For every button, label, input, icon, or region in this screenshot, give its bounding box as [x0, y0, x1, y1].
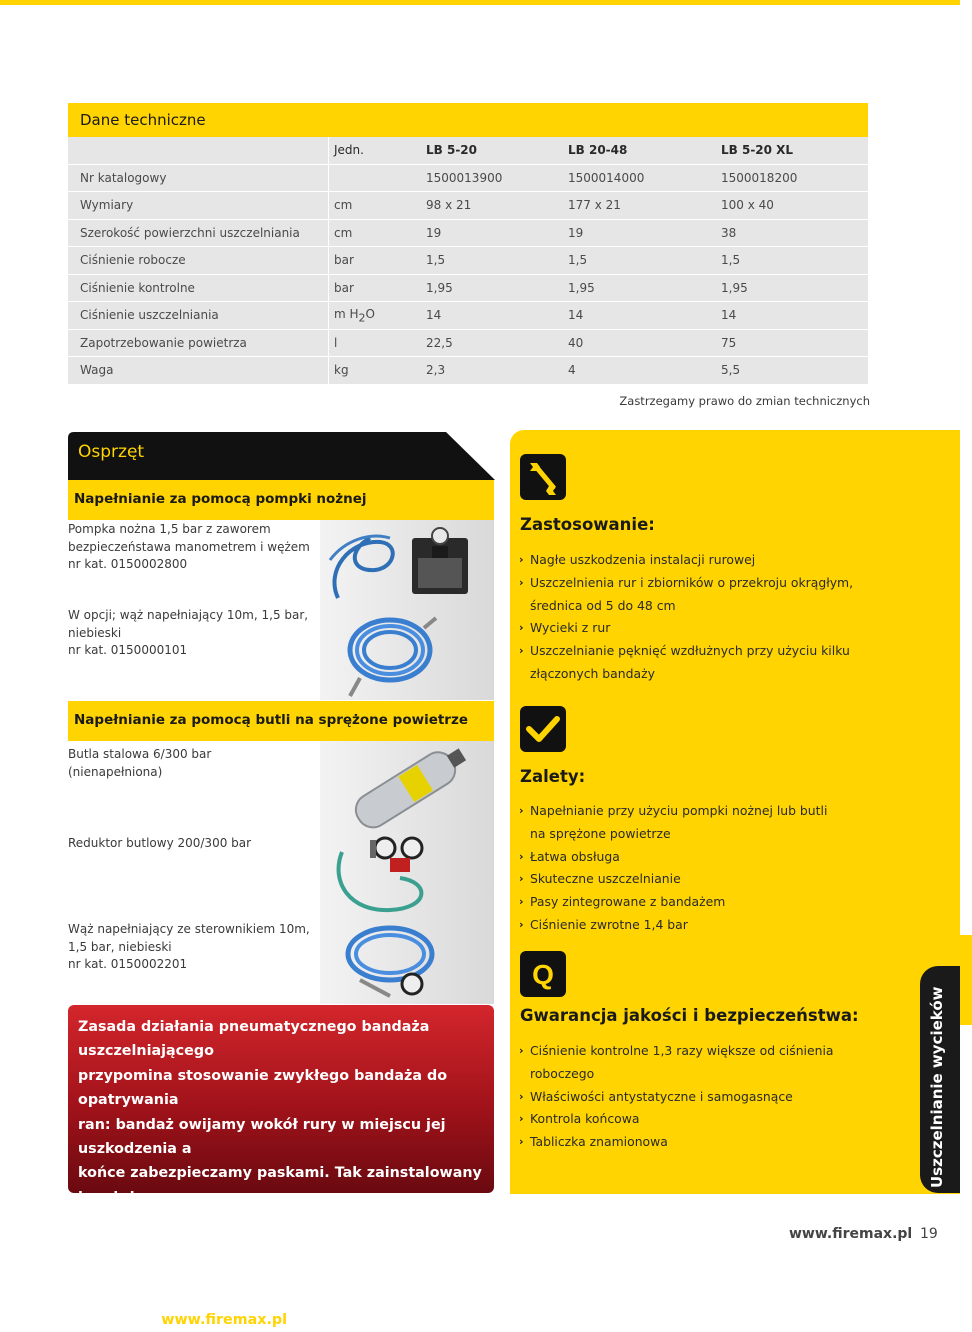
unit-main: m H — [334, 306, 359, 321]
steel-bottle-image — [320, 741, 494, 832]
table-row — [68, 330, 868, 358]
side-section-tab — [920, 966, 960, 1193]
chevron-right-icon: › — [519, 872, 524, 886]
row-name: Wymiary — [68, 192, 329, 220]
row-value: 100 x 40 — [715, 192, 868, 220]
checkmark-icon — [520, 706, 566, 752]
text-line: (nienapełniona) — [68, 764, 163, 779]
hose-with-controller-image — [320, 918, 494, 1004]
text-line: bezpieczeństawa manometrem i wężem — [68, 539, 310, 554]
row-value: 40 — [563, 330, 715, 358]
chevron-right-icon: › — [519, 644, 524, 658]
row-value: 1500018200 — [715, 165, 868, 193]
table-row — [68, 220, 868, 248]
list-item: › Napełnianie przy użyciu pompki nożnej lub butli na sprężone powietrze — [519, 800, 889, 846]
text-line: końce zabezpieczamy paskami. Tak zainstalowany bandaż, — [78, 1165, 482, 1206]
list-item: › Ciśnienie zwrotne 1,4 bar — [519, 914, 889, 937]
text-line: Wąż napełniający ze sterownikiem 10m, — [68, 922, 310, 936]
row-value: 14 — [418, 302, 563, 330]
quality-q-icon — [520, 951, 566, 997]
text-line — [78, 1308, 484, 1332]
row-value: 1,5 — [418, 247, 563, 275]
row-value: 1,95 — [715, 275, 868, 303]
row-value: 1,5 — [563, 247, 715, 275]
row-value: 5,5 — [715, 357, 868, 385]
list-item: › Nagłe uszkodzenia instalacji rurowej — [519, 549, 889, 572]
text-line: przypomina stosowanie zwykłego bandaża do opatrywania — [78, 1067, 448, 1109]
tech-data-title: Dane techniczne — [68, 103, 868, 137]
chevron-right-icon: › — [519, 849, 524, 863]
chevron-right-icon: › — [519, 917, 524, 931]
text-line: Zasada działania pneumatycznego bandaża uszczelniającego — [78, 1019, 430, 1060]
hose-controller-description — [68, 921, 310, 974]
list-item: › Właściwości antystatyczne i samogasnące — [519, 1086, 889, 1109]
row-value: 19 — [563, 220, 715, 248]
page-number: 19 — [920, 1226, 938, 1242]
quality-q-letter: Q — [532, 959, 554, 990]
row-unit: bar — [329, 247, 418, 275]
application-heading: Zastosowanie: — [520, 515, 655, 534]
wrench-icon — [520, 454, 566, 500]
text-line: Pompka nożna 1,5 bar z zaworem — [68, 522, 271, 536]
row-unit: bar — [329, 275, 418, 303]
row-name: Ciśnienie kontrolne — [68, 275, 329, 303]
application-list — [519, 549, 889, 686]
row-value: 19 — [418, 220, 563, 248]
text-line: po napełnieniu sprężonym powietrzem zapewnia skuteczne — [78, 1214, 472, 1255]
unit-tail: O — [365, 306, 375, 321]
row-value: 1,95 — [418, 275, 563, 303]
row-unit — [329, 302, 418, 330]
row-name: Ciśnienie uszczelniania — [68, 302, 329, 330]
foot-pump-image — [320, 520, 494, 608]
operating-principle-box — [68, 1005, 494, 1328]
bottle-section-heading: Napełnianie za pomocą butli na sprężone powietrze — [68, 701, 494, 741]
text-line: niebieski — [68, 625, 122, 640]
text-line: Butla stalowa 6/300 bar — [68, 747, 212, 761]
text-line: nr kat. 0150002201 — [68, 957, 188, 971]
row-unit: cm — [329, 220, 418, 248]
chevron-right-icon: › — [519, 553, 524, 566]
regulator-description — [68, 835, 251, 853]
row-value: 98 x 21 — [418, 192, 563, 220]
row-value: 38 — [715, 220, 868, 248]
table-header-lb5-20xl: LB 5-20 XL — [715, 137, 868, 165]
foot-pump-description — [68, 521, 310, 574]
table-header-lb5-20: LB 5-20 — [418, 137, 563, 165]
row-value: 14 — [715, 302, 868, 330]
pump-section-heading: Napełnianie za pomocą pompki nożnej — [68, 480, 494, 520]
advantages-list — [519, 800, 889, 937]
list-item: › Tabliczka znamionowa — [519, 1131, 889, 1154]
text-line: W opcji; wąż napełniający 10m, 1,5 bar, — [68, 608, 309, 622]
more-label: Więcej na — [78, 1311, 157, 1328]
guarantee-list — [519, 1040, 889, 1154]
list-item: › Kontrola końcowa — [519, 1108, 889, 1131]
text-line: ran: bandaż owijamy wokół rury w miejscu jej uszkodzenia a — [78, 1116, 446, 1158]
chevron-right-icon: › — [519, 621, 524, 635]
text-line: nr kat. 0150002800 — [68, 557, 188, 571]
row-name: Zapotrzebowanie powietrza — [68, 330, 329, 358]
table-row — [68, 247, 868, 275]
row-unit: kg — [329, 357, 418, 385]
chevron-right-icon: › — [519, 1089, 524, 1103]
side-tab-label: Uszczelnianie wycieków — [928, 986, 946, 1188]
table-row — [68, 192, 868, 220]
row-unit: cm — [329, 192, 418, 220]
row-value: 22,5 — [418, 330, 563, 358]
row-value: 1500013900 — [418, 165, 563, 193]
advantages-heading: Zalety: — [520, 767, 586, 786]
chevron-right-icon: › — [519, 1044, 524, 1057]
blue-hose-image — [320, 608, 494, 700]
row-name: Nr katalogowy — [68, 165, 329, 193]
table-row — [68, 302, 868, 330]
chevron-right-icon: › — [519, 575, 524, 589]
row-value: 14 — [563, 302, 715, 330]
table-row — [68, 357, 868, 385]
row-name: Ciśnienie robocze — [68, 247, 329, 275]
row-value: 75 — [715, 330, 868, 358]
row-value: 2,3 — [418, 357, 563, 385]
row-value: 1,5 — [715, 247, 868, 275]
list-item: › Skuteczne uszczelnianie — [519, 868, 889, 891]
row-value: 1,95 — [563, 275, 715, 303]
technical-changes-disclaimer: Zastrzegamy prawo do zmian technicznych — [619, 394, 870, 408]
list-item: › Łatwa obsługa — [519, 846, 889, 869]
row-value: 4 — [563, 357, 715, 385]
top-accent-bar — [0, 0, 960, 5]
principle-text — [78, 1015, 484, 1332]
guarantee-heading: Gwarancja jakości i bezpieczeństwa: — [520, 1006, 859, 1025]
text-line: nr kat. 0150000101 — [68, 643, 188, 657]
list-item: › Wycieki z rur — [519, 617, 889, 640]
tech-data-table — [68, 137, 868, 385]
row-value: 1500014000 — [563, 165, 715, 193]
row-name: Szerokość powierzchni uszczelniania — [68, 220, 329, 248]
regulator-image — [320, 832, 494, 918]
table-row — [68, 275, 868, 303]
row-value: 177 x 21 — [563, 192, 715, 220]
table-row — [68, 165, 868, 193]
list-item: › Pasy zintegrowane z bandażem — [519, 891, 889, 914]
text-line: Reduktor butlowy 200/300 bar — [68, 836, 252, 850]
steel-bottle-description — [68, 746, 211, 781]
row-name: Waga — [68, 357, 329, 385]
chevron-right-icon: › — [519, 1135, 524, 1149]
list-item: › Uszczelnienia rur i zbiorników o przekroju okrągłym, średnica od 5 do 48 cm — [519, 572, 889, 618]
table-header-lb20-48: LB 20-48 — [563, 137, 715, 165]
chevron-right-icon: › — [519, 804, 524, 817]
unit-subscript: 2 — [358, 310, 366, 324]
website-link[interactable]: www.firemax.pl — [161, 1311, 288, 1328]
table-header-row — [68, 137, 868, 165]
list-item: › Uszczelnianie pęknięć wzdłużnych przy użyciu kilku złączonych bandaży — [519, 640, 889, 686]
table-header-name — [68, 137, 329, 165]
footer-website-link[interactable]: www.firemax.pl — [789, 1226, 913, 1242]
chevron-right-icon: › — [519, 895, 524, 909]
row-unit — [329, 165, 418, 193]
blue-hose-description — [68, 607, 308, 660]
accessories-title: Osprzęt — [78, 442, 145, 462]
list-item: › Ciśnienie kontrolne 1,3 razy większe od ciśnienia roboczego — [519, 1040, 889, 1086]
chevron-right-icon: › — [519, 1112, 524, 1126]
text-line: uszczelnienie nawet kilkunastocentymetrowego pęknięcia. — [78, 1263, 466, 1304]
table-header-unit: Jedn. — [329, 137, 418, 165]
text-line: 1,5 bar, niebieski — [68, 939, 172, 954]
row-unit: l — [329, 330, 418, 358]
